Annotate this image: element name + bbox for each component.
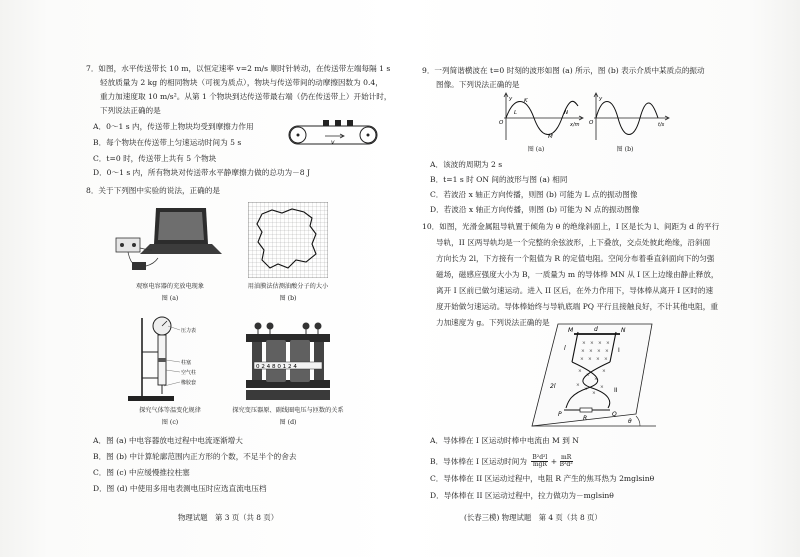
svg-text:×: × [604,357,608,362]
q9-option-b: B．t=1 s 时 ON 间的波形与图 (a) 相同 [430,175,568,184]
graph-b-caption: 图 (b) [616,146,634,153]
q10-option-b-text: B．导体棒在 I 区运动时间为 [430,456,527,466]
formula-plus: + [550,456,558,466]
svg-text:×: × [606,341,610,346]
rod-end-m: M [568,327,574,334]
theta-label: θ [628,418,632,425]
spacing-d: d [594,326,598,333]
svg-text:×: × [578,369,582,374]
q7-option-b: B．每个物块在传送带上匀速运动时间为 5 s [93,138,242,147]
figure-c-caption: 探究气体等温变化规律 [139,407,201,414]
svg-text:×: × [580,357,584,362]
figure-d-label: 图 (d) [279,419,297,426]
graph-a-x-label: x/m [570,122,580,128]
svg-text:×: × [584,387,588,392]
figure-d-caption: 探究变压器原、副线圈电压与匝数的关系 [232,407,344,414]
svg-text:×: × [582,341,586,346]
wave-graph-a [496,92,586,144]
belt-velocity-label: v [331,139,335,146]
figure-d-transformer [240,318,336,404]
label-pressure-gauge: 压力表 [181,328,197,334]
figure-a-caption: 观察电容器的充放电现象 [135,283,205,290]
q10-line: 力加速度为 g。下列说法正确的是 [436,318,550,327]
graph-a-origin: O [499,120,504,126]
figure-c-gas-apparatus [118,312,218,404]
svg-text:×: × [581,349,585,354]
resistor-r: R [583,415,588,422]
q7-option-c: C．t=0 时，传送带上共有 5 个物块 [93,154,217,163]
svg-text:×: × [590,341,594,346]
q10-option-a: A．导体棒在 I 区运动时棒中电流由 M 到 N [430,436,579,445]
length-l: l [564,345,566,352]
wave-graph-b [586,92,672,144]
q7-line: 轻放质量为 2 kg 的相同物块（可视为质点），物块与传送带间的动摩擦因数为 0.4， [100,78,383,87]
q7-option-a: A．0～1 s 内，传送带上物块均受到摩擦力作用 [93,122,254,131]
formula-term-2 [560,455,573,469]
figure-b-oil-film-grid [248,202,328,278]
q7-line: 下列说法正确的是 [100,106,161,115]
svg-text:×: × [598,341,602,346]
q8-option-d: D．图 (d) 中使用多用电表测电压时应选直流电压档 [93,484,267,493]
q7-line: 7．如图，水平传送带长 10 m，以恒定速率 v=2 m/s 顺时针转动，在传送带左端每隔 1 s [86,64,391,73]
figure-c-label: 图 (c) [161,419,179,426]
q10-option-c: C．导体棒在 II 区运动过程中，电阻 R 产生的焦耳热为 2mglsinθ [430,474,655,483]
figure-b-caption: 用油膜法估测油酸分子的大小 [247,283,329,290]
label-rubber-sleeve: 橡胶套 [181,380,197,386]
q9-option-c: C．若波沿 x 轴正方向传播，则图 (b) 可能为 L 点的振动图像 [430,190,638,199]
q10-line: 离开 I 区前已做匀速运动。进入 II 区后，在外力作用下，导体棒从离开 I 区时的速 [436,286,714,295]
graph-a-point-k: K [524,98,528,104]
end-q: Q [612,411,617,418]
svg-text:×: × [605,349,609,354]
transformer-scale: 0 2 4 8 0 1 2 4 [256,364,297,370]
q7-line: 重力加速度取 10 m/s²。从第 1 个物块到达传送带最右端（仍在传送带上）开始计时， [100,92,392,101]
label-air-column: 空气柱 [181,370,197,376]
q8-option-c: C．图 (c) 中应缓慢推拉柱塞 [93,468,190,477]
q8-option-b: B．图 (b) 中计算轮廓范围内正方形的个数，不足半个的舍去 [93,452,297,461]
page-4-footer: (长春三模) 物理试题 第 4 页（共 8 页） [464,513,602,522]
label-plunger: 柱塞 [181,360,192,366]
formula-term-1 [531,455,548,469]
graph-b-x-label: t/s [658,122,665,128]
svg-text:×: × [586,373,590,378]
q10-line: 磁场，磁感应强度大小为 B，一质量为 m 的导体棒 MN 从 I 区上边缘由静止释放， [436,270,719,279]
formula-term-2-numerator: mR [561,454,572,461]
incline-rail-figure [528,322,658,428]
q8-option-a: A．图 (a) 中电容器放电过程中电流逐渐增大 [93,436,243,445]
graph-a-point-n: N [564,110,569,116]
svg-text:×: × [597,349,601,354]
svg-text:×: × [600,385,604,390]
svg-text:×: × [602,369,606,374]
svg-text:×: × [589,349,593,354]
graph-b-y-label: y [599,96,603,102]
page-4 [400,0,800,557]
formula-term-2-denominator: B²d² [559,461,573,469]
graph-a-point-m: M [548,134,553,140]
q9-option-a: A．该波的周期为 2 s [430,160,503,169]
figure-b-label: 图 (b) [279,295,297,302]
length-2l: 2l [550,383,556,390]
svg-text:×: × [576,383,580,388]
svg-text:×: × [596,357,600,362]
q8-stem: 8．关于下列图中实验的说法，正确的是 [86,186,220,195]
q9-line: 9．一列简谐横波在 t=0 时刻的波形如图 (a) 所示，图 (b) 表示介质中某质点的振动 [422,66,705,75]
q7-option-d: D．0～1 s 内，所有物块对传送带水平静摩擦力做的总功为－8 J [93,168,311,177]
graph-b-origin: O [589,120,594,126]
q10-line: 方向长为 2l，下方接有一个阻值为 R 的定值电阻。空间分布着垂直斜面向下的匀强 [436,254,715,263]
q9-line: 图像。下列说法正确的是 [436,80,520,89]
graph-a-y-label: y [509,96,513,102]
formula-term-1-denominator: mgR [532,461,547,469]
q9-option-d: D．若波沿 x 轴正方向传播，则图 (b) 可能为 N 点的振动图像 [430,205,640,214]
zone-ii-label: II [614,387,618,394]
q10-line: 导轨，II 区两导轨均是一个完整的余弦波形，上下叠放，交点处彼此绝缘，沿斜面 [436,238,711,247]
q10-line: 度开始做匀速运动。导体棒始终与导轨底端 PQ 平行且接触良好，不计其他电阻，重 [436,302,718,311]
conveyor-belt-figure [283,114,383,148]
page-3-footer: 物理试题 第 3 页（共 8 页） [178,513,279,522]
formula-term-1-numerator: B²d²l [532,454,548,461]
svg-text:×: × [594,377,598,382]
end-p: P [558,411,562,418]
q10-option-d: D．导体棒在 II 区运动过程中，拉力做功为－mglsinθ [430,491,614,500]
graph-a-point-l: L [514,110,518,116]
graph-a-caption: 图 (a) [527,146,545,153]
figure-a-capacitor-setup [110,204,228,282]
figure-a-label: 图 (a) [161,295,179,302]
zone-i-label: I [618,347,620,354]
rod-end-n: N [621,327,626,334]
q10-option-b [430,455,573,469]
svg-text:×: × [592,391,596,396]
svg-text:×: × [588,357,592,362]
q10-line: 10．如图，光滑金属阻导轨置于倾角为 θ 的绝缘斜面上，I 区是长为 l、间距为 d 的平行 [422,222,720,231]
